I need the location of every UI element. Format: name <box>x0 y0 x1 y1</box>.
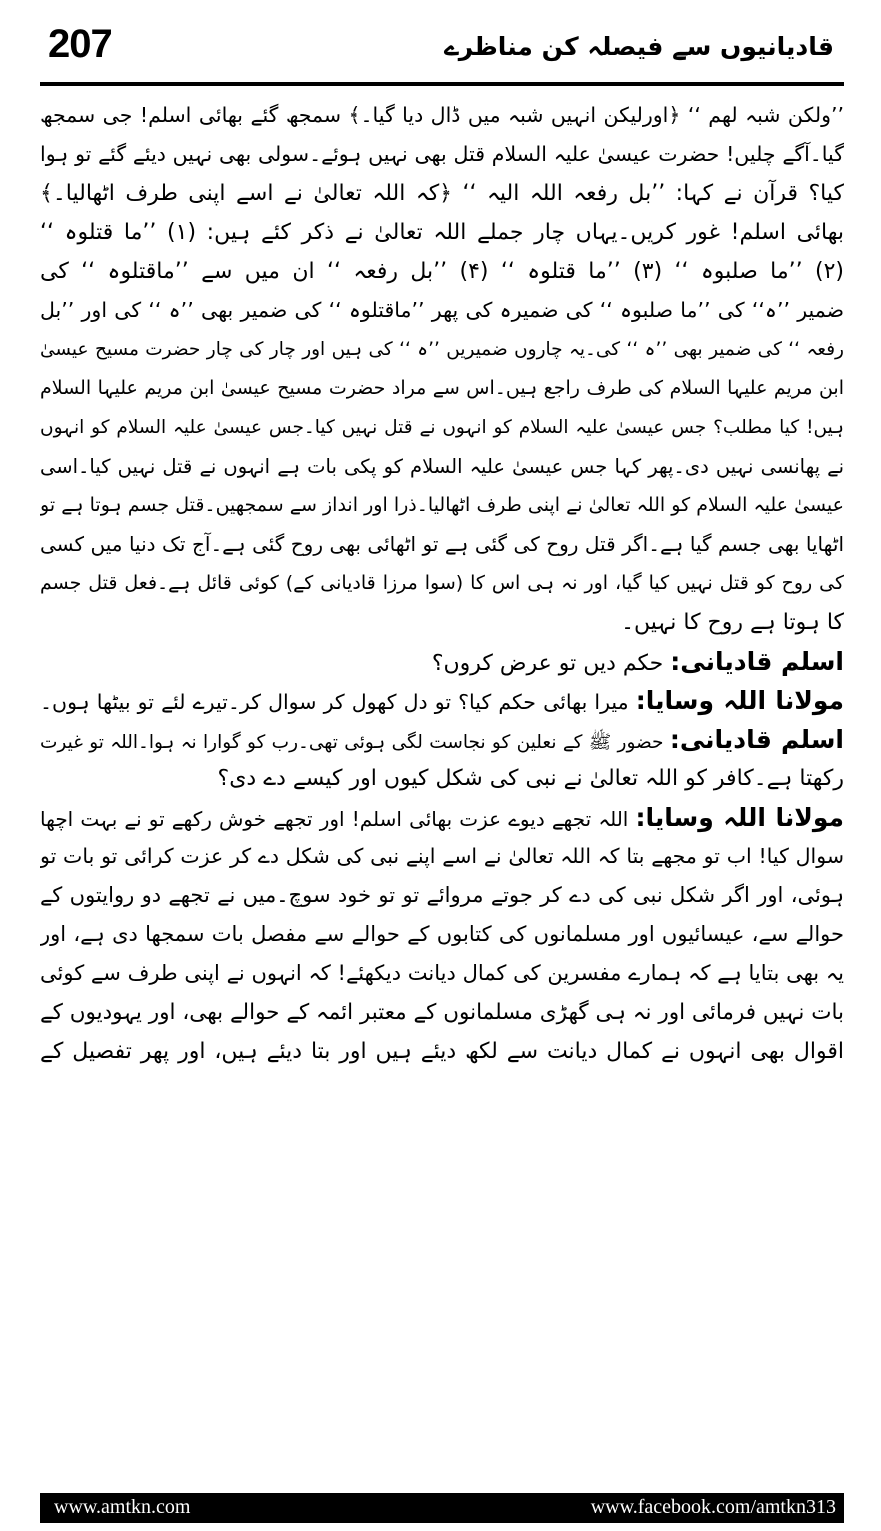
dialogue-text: حضور ﷺ کے نعلین کو نجاست لگی ہوئی تھی۔رب کو گوارا نہ ہوا۔اللہ تو غیرت <box>40 732 664 753</box>
text-line: یہ بھی بتایا ہے کہ ہمارے مفسرین کی کمال دیانت دیکھئے! کہ انہوں نے اپنی طرف سے کوئی <box>40 961 844 985</box>
page-number: 207 <box>48 22 112 66</box>
text-line: (۲) ’’ما صلبوہ ‘‘ (۳) ’’ما قتلوہ ‘‘ (۴) ’’بل رفعہ ‘‘ ان میں سے ’’ماقتلوہ ‘‘ کی <box>40 259 844 284</box>
dialogue-text: حکم دیں تو عرض کروں؟ <box>431 651 664 676</box>
text-line: ابن مریم علیہا السلام کی طرف راجع ہیں۔اس سے مراد حضرت مسیح عیسیٰ ابن مریم علیہا السلام <box>40 377 844 399</box>
speaker-label: اسلم قادیانی: <box>670 647 844 676</box>
text-line: نے پھانسی نہیں دی۔پھر کہا جس عیسیٰ علیہ السلام کو پکی بات ہے انہوں نے قتل نہیں کیا۔اسی <box>40 455 844 478</box>
text-line: سوال کیا! اب تو مجھے بتا کہ اللہ تعالیٰ نے اسے اپنے نبی کی شکل دے کر عزت کرائی تو بات تو <box>40 844 844 868</box>
page-footer <box>40 1493 844 1523</box>
facebook-link[interactable]: www.facebook.com/amtkn313 <box>590 1496 836 1518</box>
book-title: قادیانیوں سے فیصلہ کن مناظرے <box>444 32 834 61</box>
speaker-label: مولانا اللہ وسایا: <box>635 803 844 832</box>
dialogue-line <box>40 720 844 759</box>
text-line: عیسیٰ علیہ السلام کو اللہ تعالیٰ نے اپنی طرف اٹھالیا۔ذرا اور انداز سے سمجھیں۔قتل جسم ہوتا ہے تو <box>40 494 844 516</box>
text-line: کی روح کو قتل نہیں کیا گیا، اور نہ ہی اس کا (سوا مرزا قادیانی کے) کوئی قائل ہے۔فعل قتل جسم <box>40 572 844 594</box>
dialogue-text: میرا بھائی حکم کیا؟ تو دل کھول کر سوال کر۔تیرے لئے تو بیٹھا ہوں۔ <box>40 690 629 714</box>
text-line: بات نہیں فرمائی اور نہ ہی گھڑی مسلمانوں کے معتبر ائمہ کے حوالے بھی، اور یہودیوں کے <box>40 1000 844 1025</box>
page-header <box>40 20 840 80</box>
page-body <box>40 96 844 1071</box>
text-line: کیا؟ قرآن نے کہا: ’’بل رفعہ اللہ الیہ ‘‘ ﴿کہ اللہ تعالیٰ نے اسے اپنی طرف اٹھالیا۔﴾ <box>40 181 844 206</box>
dialogue-text: اللہ تجھے دیوے عزت بھائی اسلم! اور تجھے خوش رکھے تو نے بہت اچھا <box>40 807 629 831</box>
text-line: کا ہوتا ہے روح کا نہیں۔ <box>621 610 844 635</box>
text-line: اٹھایا بھی جسم گیا ہے۔اگر قتل روح کی گئی ہے تو اٹھائی بھی روح گئی ہے۔آج تک دنیا میں کسی <box>40 532 844 556</box>
speaker-label: مولانا اللہ وسایا: <box>635 686 844 715</box>
text-line: رکھتا ہے۔کافر کو اللہ تعالیٰ نے نبی کی شکل کیوں اور کیسے دے دی؟ <box>217 766 844 791</box>
header-divider <box>40 82 844 86</box>
text-line: اقوال بھی انہوں نے کمال دیانت سے لکھ دیئے ہیں اور بتا دیئے ہیں، اور پھر تفصیل کے <box>40 1039 844 1064</box>
website-link[interactable]: www.amtkn.com <box>54 1496 191 1518</box>
text-line: ’’ولکن شبہ لھم ‘‘ ﴿اورلیکن انہیں شبہ میں ڈال دیا گیا۔﴾ سمجھ گئے بھائی اسلم! جی سمجھ <box>40 103 844 127</box>
text-line: بھائی اسلم! غور کریں۔یہاں چار جملے اللہ تعالیٰ نے ذکر کئے ہیں: (۱) ’’ما قتلوہ ‘‘ <box>40 220 844 245</box>
text-line: حوالے سے، عیسائیوں اور مسلمانوں کی کتابوں کے حوالے سے مفصل بات سمجھا دی ہے، اور <box>40 922 844 946</box>
dialogue-line <box>40 798 844 837</box>
text-line: ہیں! کیا مطلب؟ جس عیسیٰ علیہ السلام کو انہوں نے قتل نہیں کیا۔جس عیسیٰ علیہ السلام کو انہوں <box>40 417 844 438</box>
dialogue-line <box>40 681 844 720</box>
text-line: ہوئی، اور اگر شکل نبی کی دے کر جوتے مروائے تو تو خود سوچ۔میں نے تجھے دو روایتوں کے <box>40 883 844 907</box>
speaker-label: اسلم قادیانی: <box>669 725 844 754</box>
text-line: ضمیر ’’ہ‘‘ کی ’’ما صلبوہ ‘‘ کی ضمیرہ کی پھر ’’ماقتلوہ ‘‘ کی ضمیر بھی ’’ہ ‘‘ کی اور ’’بل <box>40 298 844 322</box>
text-line: رفعہ ‘‘ کی ضمیر بھی ’’ہ ‘‘ کی۔یہ چاروں ضمیریں ’’ہ ‘‘ کی ہیں اور چار کی چار حضرت مسیح عیسیٰ <box>40 339 844 360</box>
dialogue-line <box>40 642 844 681</box>
text-line: گیا۔آگے چلیں! حضرت عیسیٰ علیہ السلام قتل بھی نہیں ہوئے۔سولی بھی نہیں دیئے گئے تو ہوا <box>40 142 844 166</box>
